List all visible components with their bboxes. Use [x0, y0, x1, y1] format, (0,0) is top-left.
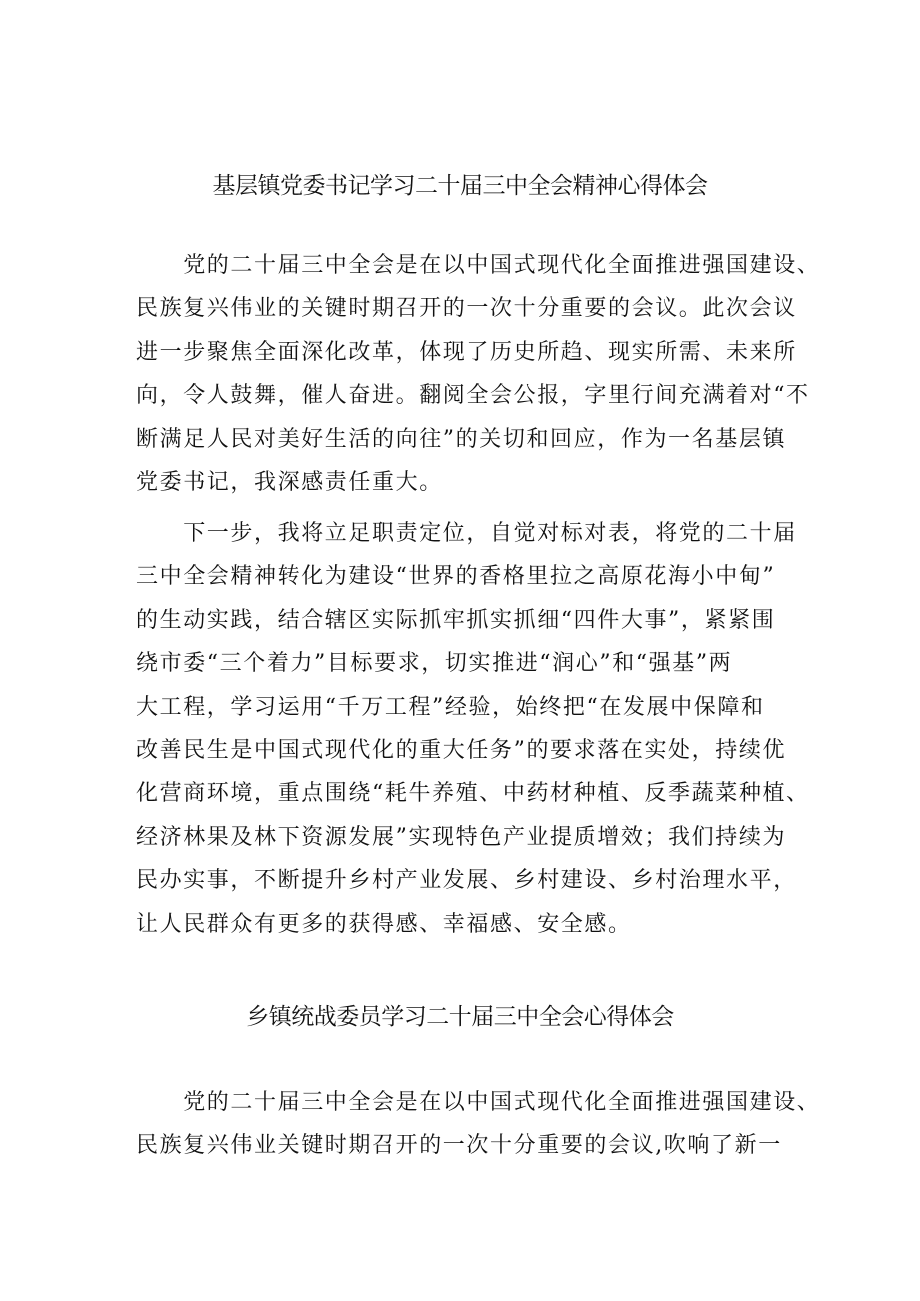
text-line: 让人民群众有更多的获得感、幸福感、安全感。 — [136, 911, 632, 937]
text-line: 的生动实践，结合辖区实际抓牢抓实抓细“四件大事”，紧紧围 — [136, 607, 776, 633]
paragraph — [136, 512, 810, 946]
text-line: 民族复兴伟业关键时期召开的一次十分重要的会议,吹响了新一 — [136, 1133, 782, 1159]
text-line: 化营商环境，重点围绕“耗牛养殖、中药材种植、反季蔬菜种植、 — [136, 781, 810, 807]
text-line: 改善民生是中国式现代化的重大任务”的要求落在实处，持续优 — [136, 737, 787, 763]
text-line: 下一步，我将立足职责定位，自觉对标对表，将党的二十届 — [136, 521, 797, 546]
text-line: 向，令人鼓舞，催人奋进。翻阅全会公报，字里行间充满着对“不 — [136, 383, 810, 409]
text-line: 进一步聚焦全面深化改革，体现了历史所趋、现实所需、未来所 — [136, 339, 797, 365]
paragraph — [136, 1081, 821, 1168]
text-line: 民办实事，不断提升乡村产业发展、乡村建设、乡村治理水平， — [136, 868, 797, 894]
text-line: 三中全会精神转化为建设“世界的香格里拉之高原花海小中甸” — [136, 564, 776, 590]
text-line: 党委书记，我深感责任重大。 — [136, 469, 443, 495]
text-line: 党的二十届三中全会是在以中国式现代化全面推进强国建设、 — [136, 1090, 821, 1115]
text-line: 断满足人民对美好生活的向往”的关切和回应，作为一名基层镇 — [136, 426, 787, 452]
text-line: 党的二十届三中全会是在以中国式现代化全面推进强国建设、 — [136, 253, 821, 278]
paragraph — [136, 244, 821, 504]
text-line: 绕市委“三个着力”目标要求，切实推进“润心”和“强基”两 — [136, 651, 733, 677]
section-title: 基层镇党委书记学习二十届三中全会精神心得体会 — [212, 173, 708, 199]
text-line: 民族复兴伟业的关键时期召开的一次十分重要的会议。此次会议 — [136, 296, 797, 322]
section-title: 乡镇统战委员学习二十届三中全会心得体会 — [246, 1004, 674, 1030]
text-line: 大工程，学习运用“千万工程”经验，始终把“在发展中保障和 — [136, 694, 765, 720]
text-line: 经济林果及林下资源发展”实现特色产业提质增效；我们持续为 — [136, 824, 787, 850]
